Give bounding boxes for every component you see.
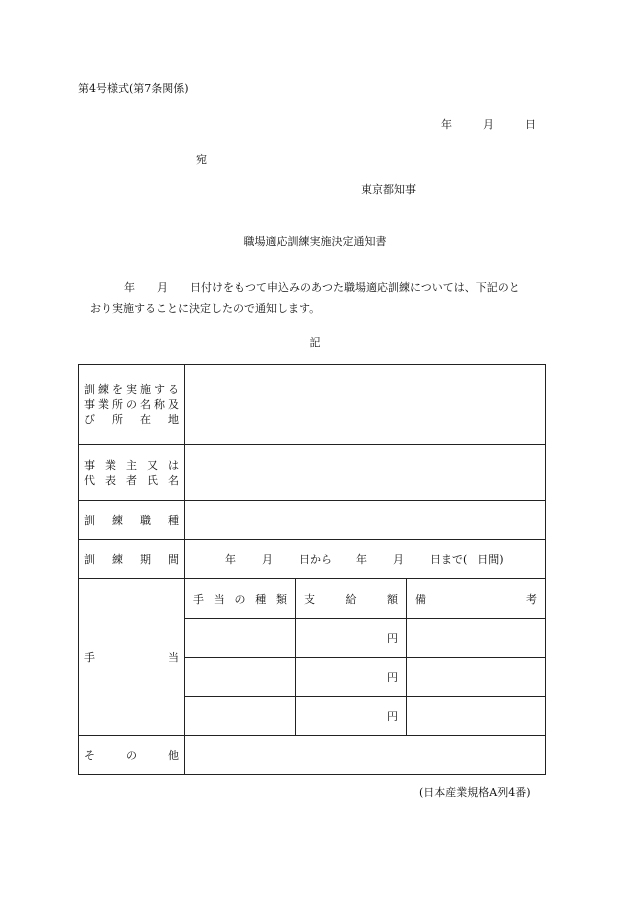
- period-year-2: 年: [356, 553, 367, 566]
- notification-form-table: [78, 364, 546, 775]
- allowance-amount-cell[interactable]: 円: [296, 619, 407, 658]
- body-line-1: 年 月 日付けをもつて申込みのあつた職場適応訓練については、下記のと: [124, 281, 520, 294]
- occupation-value-field[interactable]: [185, 501, 546, 540]
- office-label-line-1: 訓 練 を 実 施 す る: [84, 383, 179, 396]
- date-day: 日: [525, 118, 536, 131]
- allowance-amount-cell[interactable]: 円: [296, 697, 407, 736]
- office-row: [79, 365, 546, 445]
- issuer: 東京都知事: [361, 183, 416, 196]
- document-title: 職場適応訓練実施決定通知書: [243, 235, 387, 248]
- allowance-type-header: 手 当 の 種 類: [185, 579, 296, 619]
- period-row: [79, 540, 546, 579]
- allowance-type-cell[interactable]: [185, 619, 296, 658]
- occupation-label: 訓 練 職 種: [79, 501, 185, 540]
- office-label-line-3: び 所 在 地: [84, 413, 179, 426]
- employer-label: [79, 445, 185, 501]
- office-value-field[interactable]: [185, 365, 546, 445]
- paper-size-note: (日本産業規格A列4番): [419, 786, 531, 799]
- date-year: 年: [441, 118, 452, 131]
- period-label: 訓 練 期 間: [79, 540, 185, 579]
- office-label-line-2: 事 業 所 の 名 称 及: [84, 398, 179, 411]
- period-days: 日間): [477, 553, 504, 566]
- other-label: そ の 他: [79, 736, 185, 775]
- allowance-type-cell[interactable]: [185, 658, 296, 697]
- allowance-remarks-cell[interactable]: [407, 619, 546, 658]
- allowance-amount-header: 支 給 額: [296, 579, 407, 619]
- employer-label-line-1: 事 業 主 又 は: [84, 458, 179, 472]
- ki-heading: 記: [309, 336, 321, 349]
- occupation-row: [79, 501, 546, 540]
- body-line-2: おり実施することに決定したので通知します。: [90, 302, 321, 315]
- allowance-label: 手 当: [79, 579, 185, 736]
- allowance-amount-cell[interactable]: 円: [296, 658, 407, 697]
- date-line: [441, 116, 536, 132]
- employer-row: [79, 445, 546, 501]
- other-row: [79, 736, 546, 775]
- period-year-1: 年: [225, 553, 236, 566]
- allowance-type-cell[interactable]: [185, 697, 296, 736]
- allowance-remarks-cell[interactable]: [407, 658, 546, 697]
- form-number: 第4号様式(第7条関係): [78, 82, 189, 95]
- date-month: 月: [483, 118, 494, 131]
- period-value[interactable]: [185, 540, 546, 579]
- office-label: [79, 365, 185, 445]
- period-day-to: 日まで(: [430, 553, 468, 566]
- other-value-field[interactable]: [185, 736, 546, 775]
- period-month-1: 月: [262, 553, 273, 566]
- period-day-from: 日から: [299, 553, 332, 566]
- employer-value-field[interactable]: [185, 445, 546, 501]
- allowance-remarks-header: 備 考: [407, 579, 546, 619]
- period-month-2: 月: [393, 553, 404, 566]
- employer-label-line-2: 代 表 者 氏 名: [84, 473, 179, 487]
- addressee: 宛: [196, 153, 207, 166]
- allowance-remarks-cell[interactable]: [407, 697, 546, 736]
- allowance-header-row: [79, 579, 546, 619]
